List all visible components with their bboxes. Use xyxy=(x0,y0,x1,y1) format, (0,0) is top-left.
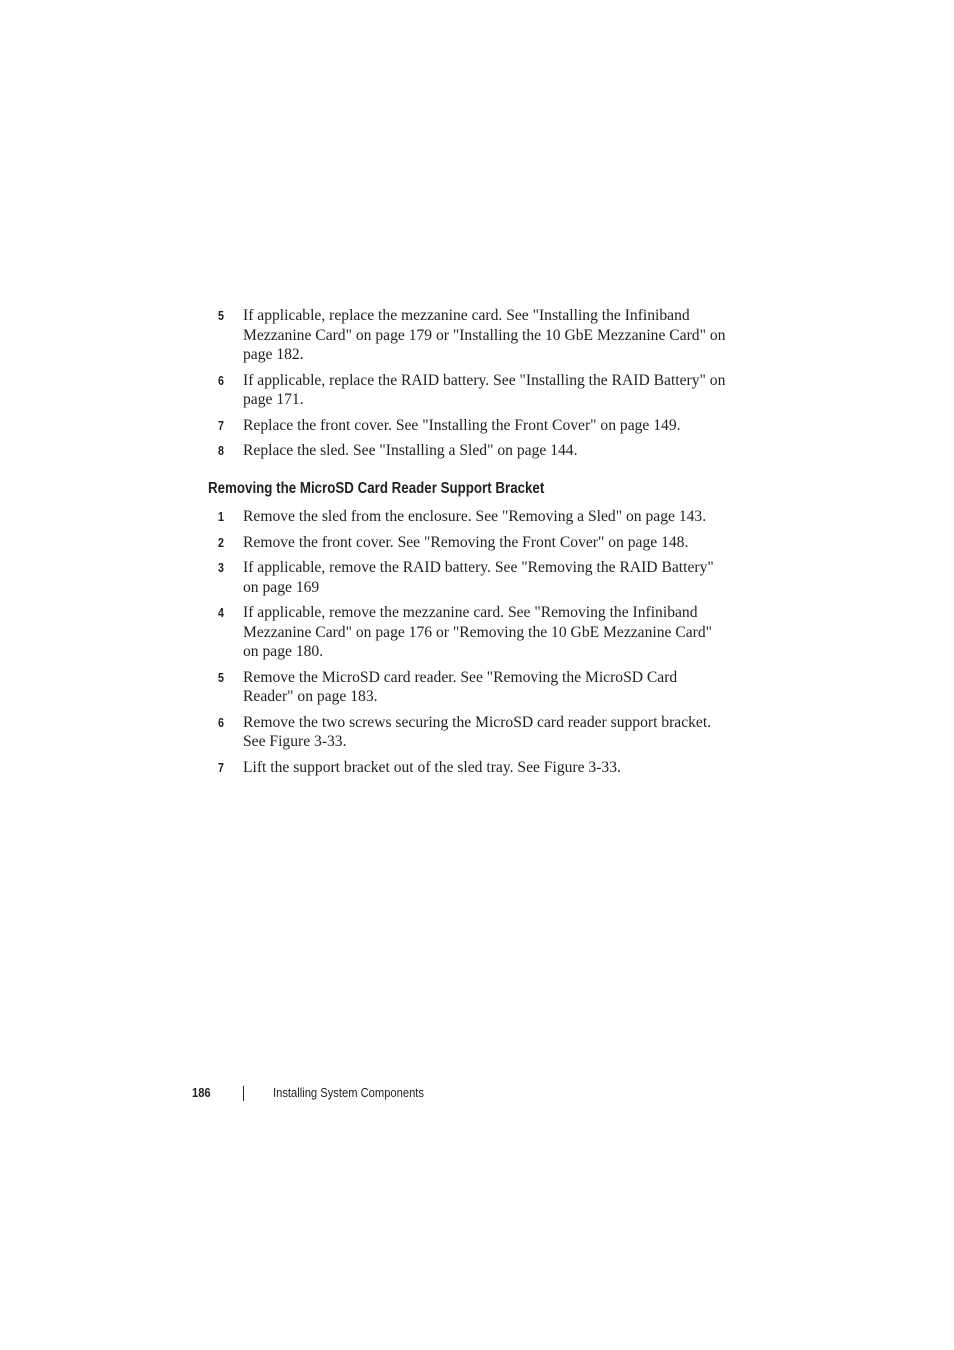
step-text: If applicable, replace the RAID battery. See "Installing the RAID Battery" on page 171. xyxy=(243,371,726,408)
step-text: Remove the front cover. See "Removing the Front Cover" on page 148. xyxy=(243,533,689,551)
continued-step-list xyxy=(218,306,728,467)
step-number: 5 xyxy=(218,669,224,685)
step-text: If applicable, replace the mezzanine card. See "Installing the Infiniband Mezzanine Card" on page 179 or "Installing the 10 GbE Mezzanine Card" on page 182. xyxy=(243,307,726,363)
step-item xyxy=(218,558,728,597)
step-text: Replace the sled. See "Installing a Sled" on page 144. xyxy=(243,442,578,459)
chapter-title: Installing System Components xyxy=(273,1085,425,1100)
step-item xyxy=(218,603,728,662)
step-text: Remove the MicroSD card reader. See "Removing the MicroSD Card Reader" on page 183. xyxy=(243,668,678,705)
step-text: Lift the support bracket out of the sled tray. See Figure 3-33. xyxy=(243,758,621,776)
step-text: If applicable, remove the RAID battery. See "Removing the RAID Battery" on page 169 xyxy=(243,559,714,596)
step-item xyxy=(218,416,728,436)
step-number: 4 xyxy=(218,605,224,620)
page-number: 186 xyxy=(192,1085,211,1100)
procedure-step-list xyxy=(218,507,728,783)
step-item xyxy=(218,668,728,707)
step-number: 7 xyxy=(218,759,224,775)
step-item xyxy=(218,507,728,527)
step-item xyxy=(218,441,728,461)
step-item xyxy=(218,713,728,752)
step-number: 8 xyxy=(218,443,224,458)
step-item xyxy=(218,371,728,410)
page-footer xyxy=(0,1083,954,1103)
section-heading: Removing the MicroSD Card Reader Support Bracket xyxy=(208,480,545,497)
step-text: Remove the two screws securing the MicroSD card reader support bracket. See Figure 3-33. xyxy=(243,713,712,750)
step-number: 5 xyxy=(218,308,224,323)
step-number: 1 xyxy=(218,509,224,524)
step-number: 7 xyxy=(218,417,224,433)
step-number: 6 xyxy=(218,372,224,388)
step-item xyxy=(218,758,728,778)
step-item xyxy=(218,533,728,553)
step-number: 3 xyxy=(218,560,224,575)
step-item xyxy=(218,306,728,365)
step-number: 6 xyxy=(218,714,224,730)
step-text: Remove the sled from the enclosure. See "Removing a Sled" on page 143. xyxy=(243,508,707,525)
step-text: Replace the front cover. See "Installing the Front Cover" on page 149. xyxy=(243,416,681,434)
step-number: 2 xyxy=(218,534,224,550)
step-text: If applicable, remove the mezzanine card. See "Removing the Infiniband Mezzanine Card" on page 176 or "Removing the 10 GbE Mezzanine Card" on page 180. xyxy=(243,604,713,660)
footer-separator xyxy=(243,1086,244,1101)
